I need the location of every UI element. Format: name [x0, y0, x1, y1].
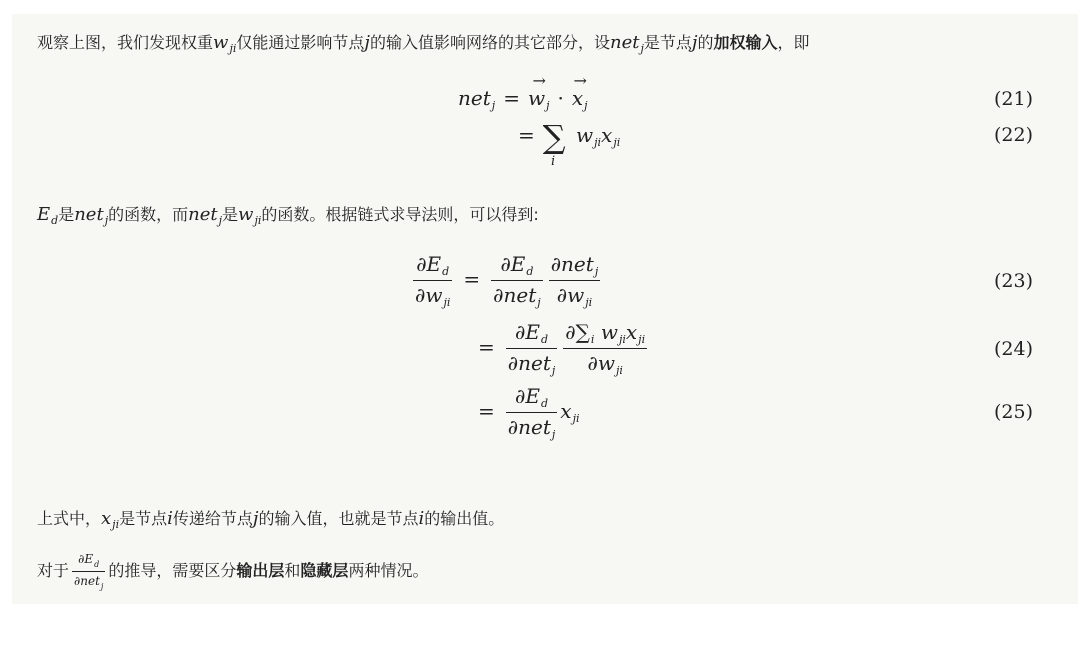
math-j: j — [252, 508, 259, 529]
fraction: $\frac{\partial\sum_i w_{ji}x_{ji}}{\partial w_{ji}}$ — [565, 320, 646, 377]
bold-output-layer: 输出层 — [236, 561, 285, 580]
math-j: j — [364, 32, 370, 53]
math-net-j: net$_j$ — [188, 204, 223, 227]
equation-number-24: (24) — [994, 338, 1034, 360]
equation-25: = $\frac{\partial E_d}{\partial net_j}$ $x_{ji}$ — [478, 384, 580, 441]
vector-w: → $w_j$ — [528, 86, 550, 112]
equation-23: $\frac{\partial E_d}{\partial w_{ji}}$ = $\frac{\partial E_d}{\partial net_j}$ $\frac{\partial net_j}{\partial w_{ji}}$ — [415, 252, 599, 309]
inline-fraction: $\frac{\partial E_d}{\partial net_j}$ — [74, 552, 104, 591]
math-i: i — [167, 508, 173, 529]
math-j: j — [691, 32, 698, 53]
fraction: $\frac{\partial E_d}{\partial net_j}$ — [507, 320, 556, 377]
math-x-ji: $x_{ji}$ — [101, 508, 120, 531]
math-net-j: net$_j$ — [74, 204, 109, 227]
vector-x: → $x_j$ — [572, 86, 588, 112]
equation-22: = ∑ $w_{ji}x_{ji}$ — [518, 118, 621, 156]
paragraph-input-value: 上式中，$x_{ji}$是节点i传递给节点j的输入值，也就是节点i的输出值。 — [37, 508, 505, 531]
math-net-j: net$_j$ — [610, 32, 644, 55]
text: 是节点 — [643, 33, 692, 52]
fraction: $\frac{\partial E_d}{\partial net_j}$ — [493, 252, 541, 309]
paragraph-two-cases: 对于 $\frac{\partial E_d}{\partial net_j}$ 的推导，需要区分输出层和隐藏层两种情况。 — [37, 552, 429, 591]
article-panel — [12, 14, 1078, 604]
fraction: $\frac{\partial net_j}{\partial w_{ji}}$ — [550, 252, 599, 309]
math-w-ji: $w_{ji}$ — [238, 204, 262, 227]
bold-weighted-input: 加权输入 — [713, 33, 778, 52]
equation-24: = $\frac{\partial E_d}{\partial net_j}$ $\frac{\partial\sum_i w_{ji}x_{ji}}{\partial w_{ji}}$ — [478, 320, 646, 377]
text: ，即 — [777, 33, 810, 52]
math-w-ji: $w_{ji}$ — [213, 32, 237, 55]
fraction: $\frac{\partial E_d}{\partial net_j}$ — [507, 384, 556, 441]
text: 的输入值影响网络的其它部分，设 — [369, 33, 610, 52]
paragraph-intro — [37, 30, 810, 55]
text: 观察上图，我们发现权重 — [37, 33, 214, 52]
equation-21: $net_j =\to w_j \cdot\to x_j$ — [458, 86, 588, 112]
paragraph-chain-rule: $E_d$是net$_j$的函数，而net$_j$是$w_{ji}$的函数。根据链式求导法则，可以得到: — [37, 204, 539, 227]
equation-number-22: (22) — [994, 124, 1034, 146]
fraction: $\frac{\partial E_d}{\partial w_{ji}}$ — [415, 252, 451, 309]
equation-number-23: (23) — [994, 270, 1034, 292]
equation-number-25: (25) — [994, 401, 1034, 423]
math-E-d: $E_d$ — [37, 204, 59, 227]
equation-number-21: (21) — [994, 88, 1034, 110]
text: 仅能通过影响节点 — [236, 33, 365, 52]
sum-symbol: ∑ — [542, 118, 566, 156]
math-i: i — [418, 508, 425, 529]
text: 的 — [697, 33, 714, 52]
sum-index: i — [551, 154, 556, 169]
bold-hidden-layer: 隐藏层 — [300, 561, 349, 580]
